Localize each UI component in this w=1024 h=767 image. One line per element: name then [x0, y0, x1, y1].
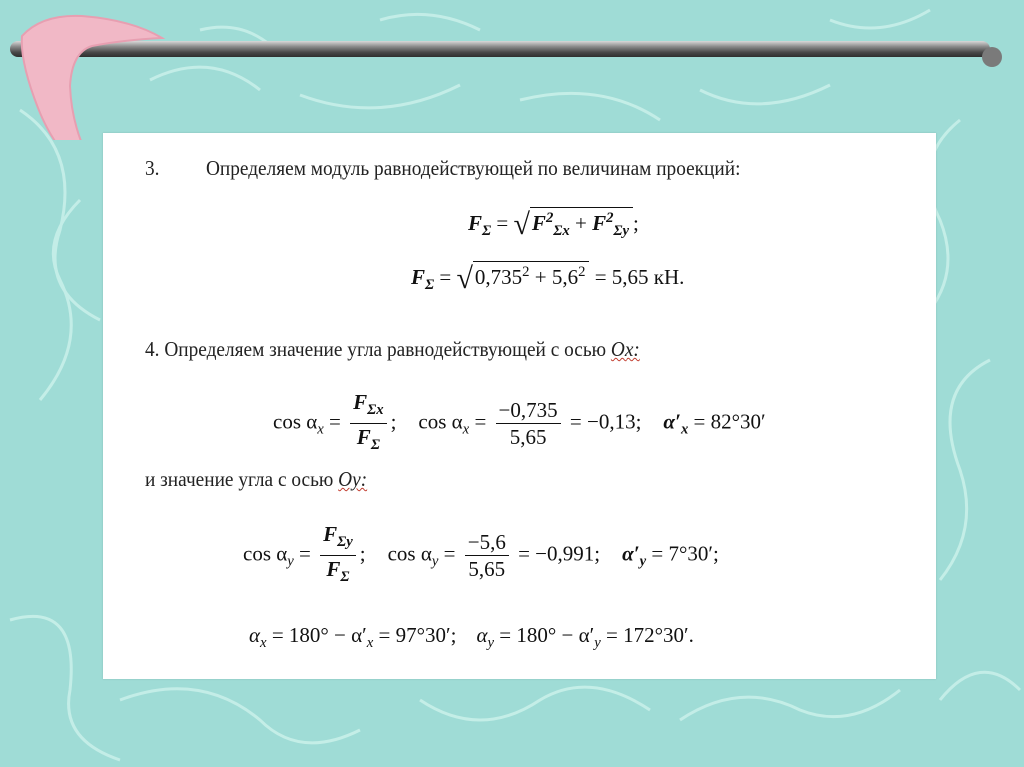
content-card	[103, 133, 936, 679]
den1: F	[356, 425, 371, 450]
f1-lhs-sub: Σ	[482, 223, 492, 240]
fraction-value	[465, 531, 509, 580]
f1-t1: F	[531, 211, 546, 235]
den1-sub: Σ	[340, 569, 350, 586]
f2-b-sup: 2	[578, 264, 586, 280]
formula-angle-y	[243, 523, 719, 588]
step5-text: и значение угла с осью	[145, 467, 339, 491]
num2: −0,735	[496, 399, 561, 424]
ay-rhs-sub: y	[594, 635, 601, 652]
ay: α	[476, 623, 488, 647]
num1: F	[353, 390, 368, 414]
step5-axis: Oy:	[338, 467, 368, 491]
eq2: =	[469, 409, 492, 434]
rod-decoration	[0, 0, 1024, 140]
ay-sub: y	[487, 635, 495, 652]
formula-final-angles	[249, 623, 694, 652]
num2: −5,6	[465, 531, 509, 556]
f1-t1-sup: 2	[545, 210, 554, 226]
boomerang-icon	[22, 16, 162, 140]
ay-rhs: = 180° − α′	[494, 623, 595, 647]
den2: 5,65	[509, 425, 547, 450]
f1-plus: +	[569, 211, 593, 235]
f2-a-sup: 2	[522, 264, 530, 280]
formula-resultant-value	[411, 261, 684, 296]
ax-val: = 97°30′;	[373, 623, 457, 647]
cos1: cos α	[273, 409, 318, 434]
step5-heading	[145, 467, 367, 492]
cos1-sub: y	[287, 553, 294, 570]
ang: α′	[663, 409, 681, 434]
ax-sub: x	[260, 635, 267, 652]
eq: =	[293, 541, 317, 566]
step3-heading	[145, 156, 740, 181]
ax-rhs-sub: x	[366, 635, 374, 652]
f2-lhs: F	[411, 265, 426, 289]
eq: =	[323, 409, 347, 434]
f2-plus: + 5,6	[529, 265, 579, 289]
cos2-sub: x	[462, 421, 470, 438]
ay-val: = 172°30′.	[600, 623, 694, 647]
formula-resultant-general	[468, 207, 639, 242]
f1-t2-sup: 2	[606, 210, 614, 226]
eq2: =	[438, 541, 461, 566]
res2: = −0,13;	[564, 409, 642, 434]
step4-heading	[145, 337, 640, 362]
ang-sub: x	[680, 421, 689, 438]
f1-lhs: F	[468, 211, 483, 235]
formula-angle-x	[273, 391, 766, 456]
f1-t1-sub: Σx	[553, 223, 570, 240]
ang-val: = 7°30′;	[646, 541, 719, 566]
den2: 5,65	[468, 557, 506, 582]
ang-sub: y	[639, 553, 647, 570]
f1-radicand	[530, 207, 633, 240]
cos2: cos α	[387, 541, 432, 566]
fraction-projection	[350, 391, 386, 456]
num1-sub: Σx	[367, 402, 384, 419]
step4-axis: Ox:	[610, 337, 640, 361]
f2-result: = 5,65 кН.	[589, 265, 685, 289]
fraction-projection	[320, 523, 356, 588]
ang: α′	[622, 541, 640, 566]
f2-radicand	[473, 261, 590, 290]
f1-end: ;	[633, 211, 639, 235]
rod-bar	[10, 41, 990, 57]
rod-end-cap	[982, 47, 1002, 67]
sqrt-symbol: √	[456, 262, 473, 295]
f2-lhs-sub: Σ	[425, 277, 435, 294]
cos1-sub: x	[317, 421, 324, 438]
f1-eq: =	[491, 211, 514, 235]
sep1: ;	[359, 541, 366, 566]
f1-t2: F	[592, 211, 607, 235]
f2-a: 0,735	[474, 265, 523, 289]
step3-text: Определяем модуль равнодействующей по величинам проекций:	[205, 156, 741, 180]
sep1: ;	[390, 409, 397, 434]
den1-sub: Σ	[370, 437, 380, 454]
step4-text: 4. Определяем значение угла равнодействующей с осью	[145, 337, 611, 361]
f1-t2-sub: Σy	[613, 223, 630, 240]
fraction-value	[496, 399, 561, 448]
num1: F	[323, 522, 338, 546]
den1: F	[326, 557, 341, 582]
step3-number: 3.	[145, 156, 160, 180]
ax-rhs: = 180° − α′	[266, 623, 367, 647]
sqrt-symbol: √	[513, 208, 530, 241]
cos1: cos α	[243, 541, 288, 566]
cos2-sub: y	[431, 553, 439, 570]
res2: = −0,991;	[512, 541, 601, 566]
num1-sub: Σy	[337, 534, 353, 551]
ang-val: = 82°30′	[688, 409, 766, 434]
cos2: cos α	[418, 409, 463, 434]
f2-eq: =	[434, 265, 457, 289]
ax: α	[249, 623, 261, 647]
